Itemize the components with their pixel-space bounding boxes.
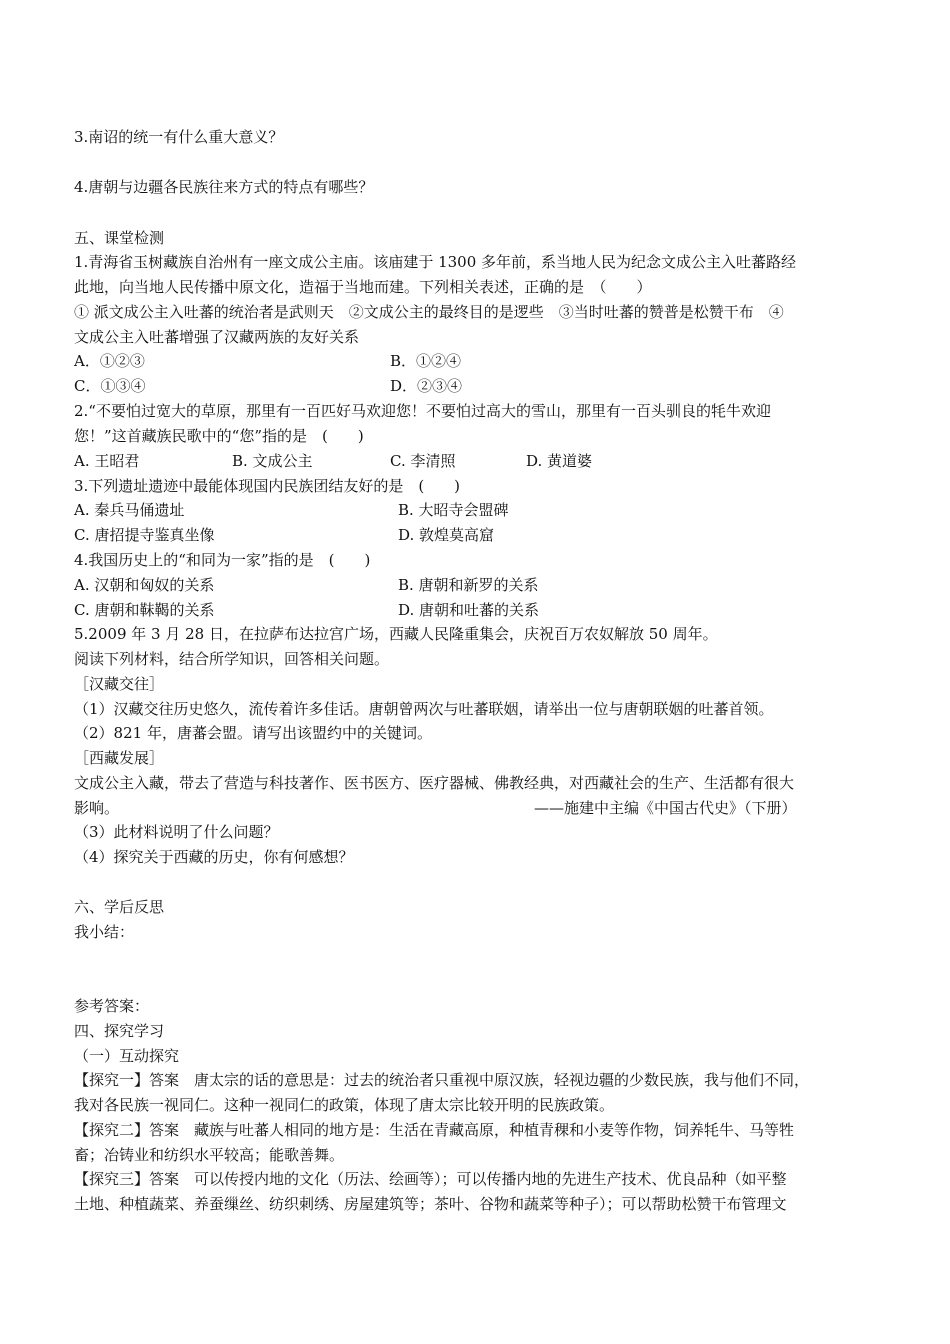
answers-section-4: 四、探究学习: [74, 1022, 165, 1040]
q4-option-b: B. 唐朝和新罗的关系: [398, 576, 539, 594]
explore-2-line2: 畜；冶铸业和纺织水平较高；能歌善舞。: [74, 1146, 345, 1164]
q4-option-c: C. 唐朝和靺鞨的关系: [74, 601, 215, 619]
question-3-nanzhao: 3.南诏的统一有什么重大意义？: [74, 128, 284, 146]
explore-3-line1: 【探究三】答案 可以传授内地的文化（历法、绘画等）；可以传播内地的先进生产技术、优良品种（如平整: [74, 1170, 787, 1188]
q1-option-a: A．①②③: [74, 352, 145, 370]
q2-option-b: B. 文成公主: [232, 452, 313, 470]
explore-2-line1: 【探究二】答案 藏族与吐蕃人相同的地方是：生活在青藏高原，种植青稞和小麦等作物，饲养牦牛、马等牲: [74, 1121, 795, 1139]
explore-1-line2: 我对各民族一视同仁。这种一视同仁的政策，体现了唐太宗比较开明的民族政策。: [74, 1096, 615, 1114]
q2-line2: 您！”这首藏族民歌中的“您”指的是 ( ): [74, 427, 364, 445]
section-5-title: 五、课堂检测: [74, 229, 165, 247]
q5-sub-3: （3）此材料说明了什么问题？: [74, 823, 279, 841]
answers-sub-1: （一）互动探究: [74, 1047, 180, 1065]
q1-option-d: D．②③④: [390, 377, 463, 395]
q1-line1: 1.青海省玉树藏族自治州有一座文成公主庙。该庙建于 1300 多年前，系当地人民为纪念文成公主入吐蕃路经: [74, 253, 797, 271]
q3-line1: 3.下列遗址遗迹中最能体现国内民族团结友好的是 ( ): [74, 477, 461, 495]
q5-line2: 阅读下列材料，结合所学知识，回答相关问题。: [74, 650, 390, 668]
section-6-title: 六、学后反思: [74, 898, 165, 916]
q3-option-d: D. 敦煌莫高窟: [398, 526, 495, 544]
q3-option-c: C. 唐招提寺鉴真坐像: [74, 526, 215, 544]
q4-option-a: A. 汉朝和匈奴的关系: [74, 576, 215, 594]
answers-title: 参考答案：: [74, 997, 150, 1015]
explore-3-line2: 土地、种植蔬菜、养蚕缫丝、纺织刺绣、房屋建筑等；茶叶、谷物和蔬菜等种子）；可以帮助松赞干布管理文: [74, 1195, 787, 1213]
summary-label: 我小结：: [74, 923, 135, 941]
q5-material-line2: 影响。: [74, 799, 120, 817]
q4-line1: 4.我国历史上的“和同为一家”指的是 ( ): [74, 551, 371, 569]
q3-option-a: A. 秦兵马俑遗址: [74, 501, 185, 519]
q3-option-b: B. 大昭寺会盟碑: [398, 501, 509, 519]
q2-line1: 2.“不要怕过宽大的草原，那里有一百匹好马欢迎您！不要怕过高大的雪山，那里有一百头驯良的牦牛欢迎: [74, 402, 771, 420]
q1-option-c: C．①③④: [74, 377, 146, 395]
q2-option-a: A. 王昭君: [74, 452, 140, 470]
explore-1-line1: 【探究一】答案 唐太宗的话的意思是：过去的统治者只重视中原汉族，轻视边疆的少数民族，我与他们不同，: [74, 1071, 810, 1089]
q1-line2: 此地，向当地人民传播中原文化，造福于当地而建。下列相关表述，正确的是 （ ）: [74, 278, 652, 296]
q5-sub-1: （1）汉藏交往历史悠久，流传着许多佳话。唐朝曾两次与吐蕃联姻，请举出一位与唐朝联姻的吐蕃首领。: [74, 700, 774, 718]
q5-sub-2: （2）821 年，唐蕃会盟。请写出该盟约中的关键词。: [74, 724, 432, 742]
q1-line4: 文成公主入吐蕃增强了汉藏两族的友好关系: [74, 328, 360, 346]
q5-line1: 5.2009 年 3 月 28 日，在拉萨布达拉宫广场，西藏人民隆重集会，庆祝百万农奴解放 50 周年。: [74, 625, 718, 643]
q2-option-d: D. 黄道婆: [526, 452, 593, 470]
question-4-frontier: 4.唐朝与边疆各民族往来方式的特点有哪些？: [74, 178, 374, 196]
q5-sub-4: （4）探究关于西藏的历史，你有何感想？: [74, 848, 354, 866]
q5-heading-tibet-dev: ［西藏发展］: [74, 749, 165, 767]
q1-option-b: B．①②④: [390, 352, 462, 370]
q5-heading-han-tibet: ［汉藏交往］: [74, 675, 165, 693]
q5-material-source: ——施建中主编《中国古代史》（下册）: [534, 799, 797, 817]
q2-option-c: C. 李清照: [390, 452, 456, 470]
q5-material-line1: 文成公主入藏，带去了营造与科技著作、医书医方、医疗器械、佛教经典，对西藏社会的生产、生活都有很大: [74, 774, 795, 792]
q1-line3: ① 派文成公主入吐蕃的统治者是武则天 ②文成公主的最终目的是逻些 ③当时吐蕃的赞普是松赞干布 ④: [74, 303, 784, 321]
q4-option-d: D. 唐朝和吐蕃的关系: [398, 601, 540, 619]
